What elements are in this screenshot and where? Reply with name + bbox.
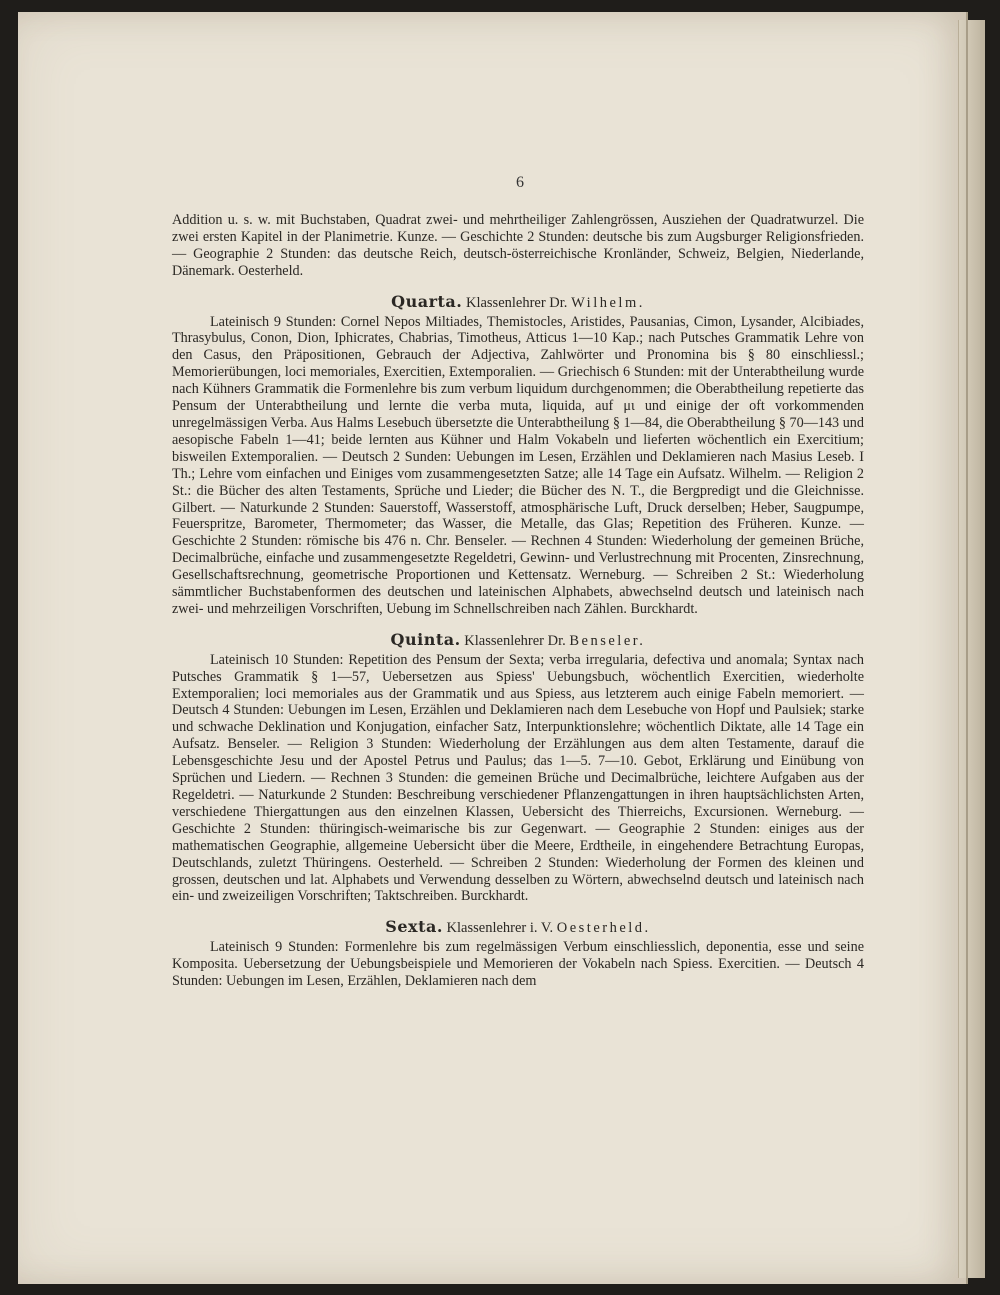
page-edge [958,20,985,1278]
gutter-line [966,12,968,1284]
teacher-prefix: Klassenlehrer Dr. [464,632,566,649]
page-number: 6 [516,174,524,191]
teacher-name: Oesterheld. [556,920,651,937]
page-content [172,168,864,990]
intro-paragraph: Addition u. s. w. mit Buchstaben, Quadrat zwei- und mehrtheiliger Zahlengrössen, Ausziehen der Quadratwurzel. Die zwei ersten Kapitel in der Planimetrie. Kunze. — Geschichte 2 Stunden: deutsche bis zum Augsburger Religionsfrieden. — Geographie 2 Stunden: das deutsche Reich, deutsch-österreichische Kronländer, Schweiz, Belgien, Niederlande, Dänemark. Oesterheld. [172,212,864,279]
section-text-quarta: Lateinisch 9 Stunden: Cornel Nepos Miltiades, Themistocles, Aristides, Pausanias, Cimon, Lysander, Alcibiades, Thrasybulus, Conon, Dion, Iphicrates, Chabrias, Timotheus, Atticus 1—10 Kap.; nach Putsches Grammatik Lehre von den Casus, den Präpositionen, Gebrauch der Adjectiva, Zahlwörter und Pronomina bis § 80 einschliessl.; Memorierübungen, loci memoriales, Exercitien, Extemporalien. — Griechisch 6 Stunden: mit der Unterabtheilung wurde nach Kühners Grammatik die Formenlehre bis zum verbum liquidum durchgenommen; die Oberabtheilung repetierte das Pensum der Unterabtheilung und lernte die verba muta, liquida, auf μι und einige der oft vorkommenden unregelmässigen Verba. Aus Halms Lesebuch übersetzte die Unterabtheilung § 1—84, die Oberabtheilung § 70—143 und aesopische Fabeln 1—41; beide lernten aus Kühner und Halm Vokabeln und lieferten wöchentlich ein Exercitium; bisweilen Extemporalien. — Deutsch 2 Sunden: Uebungen im Lesen, Erzählen und Deklamieren nach Masius Leseb. I Th.; Lehre vom einfachen und Einiges vom zusammengesetzten Satze; alle 14 Tage ein Aufsatz. Wilhelm. — Religion 2 St.: die Bücher des alten Testaments, Sprüche und Lieder; die Bücher des N. T., die Bergpredigt und die Gleichnisse. Gilbert. — Naturkunde 2 Stunden: Sauerstoff, Wasserstoff, atmosphärische Luft, Druck derselben; Heber, Saugpumpe, Feuerspritze, Barometer, Thermometer; das Wasser, die Metalle, das Glas; Repetition des Früheren. Kunze. — Geschichte 2 Stunden: römische bis 476 n. Chr. Benseler. — Rechnen 4 Stunden: Wiederholung der gemeinen Brüche, Decimalbrüche, einfache und zusammengesetzte Regeldetri, Gewinn- und Verlustrechnung mit Procenten, Zinsrechnung, Gesellschaftsrechnung, geometrische Proportionen und Kettensatz. Werneburg. — Schreiben 2 St.: Wiederholung sämmtlicher Buchstabenformen des deutschen und lateinischen Alphabets, abwechselnd deutsch und lateinisch nach zwei- und mehrzeiligen Vorschriften, Uebung im Schnellschreiben nach Zählen. Burckhardt. [172,313,864,617]
teacher-prefix: Klassenlehrer i. V. [446,920,554,937]
section-title: Quinta. [390,629,461,649]
teacher-prefix: Klassenlehrer Dr. [465,294,568,311]
section-heading-quinta [172,629,864,650]
section-text-quinta: Lateinisch 10 Stunden: Repetition des Pensum der Sexta; verba irregularia, defectiva und anomala; Syntax nach Putsches Grammatik § 1—57, Uebersetzen aus Spiess' Uebungsbuch, wöchentlich Exercitien, wiederholte Extemporalien; loci memoriales aus der Grammatik und aus Spiess, aus letzterem auch einige Fabeln memoriert. — Deutsch 4 Stunden: Uebungen im Lesen, Erzählen und Deklamieren nach dem Lesebuche von Hopf und Paulsiek; starke und schwache Deklination und Konjugation, einfacher Satz, Interpunktionslehre; wöchentlich Diktate, alle 14 Tage ein Aufsatz. Benseler. — Religion 3 Stunden: Wiederholung der Erzählungen aus dem alten Testamente, darauf die Lebensgeschichte Jesu und der Apostel Petrus und Paulus; das 1—5. 7—10. Gebot, Erklärung und Einübung von Sprüchen und Liedern. — Rechnen 3 Stunden: die gemeinen Brüche und Decimalbrüche, leichtere Aufgaben aus der Regeldetri. — Naturkunde 2 Stunden: Beschreibung verschiedener Pflanzengattungen in ihren hauptsächlichsten Arten, verschiedene Thiergattungen aus den einzelnen Klassen, Uebersicht des Thierreichs, Excursionen. Werneburg. — Geschichte 2 Stunden: thüringisch-weimarische bis zur Gegenwart. — Geographie 2 Stunden: einiges aus der mathematischen Geographie, allgemeine Uebersicht über die Meere, Erdtheile, in eingehendere Betrachtung Europas, Deutschlands, zuletzt Thüringens. Oesterheld. — Schreiben 2 Stunden: Wiederholung der Formen des kleinen und grossen, deutschen und lat. Alphabets und Verwendung desselben zu Wörtern, abwechselnd deutsch und lateinisch nach ein- und zweizeiligen Vorschriften; Taktschreiben. Burckhardt. [172,651,864,905]
section-heading-sexta [172,919,864,937]
teacher-name: Wilhelm. [571,294,645,311]
section-text-sexta: Lateinisch 9 Stunden: Formenlehre bis zum regelmässigen Verbum einschliesslich, deponentia, esse und seine Komposita. Uebersetzung der Uebungsbeispiele und Memorieren der Vokabeln nach Spiess. Exercitien. — Deutsch 4 Stunden: Uebungen im Lesen, Erzählen, Deklamieren nach dem [172,939,864,990]
section-title: Sexta. [385,917,443,937]
section-title: Quarta. [391,291,463,311]
section-heading-quarta [172,291,864,312]
teacher-name: Benseler. [569,632,646,649]
